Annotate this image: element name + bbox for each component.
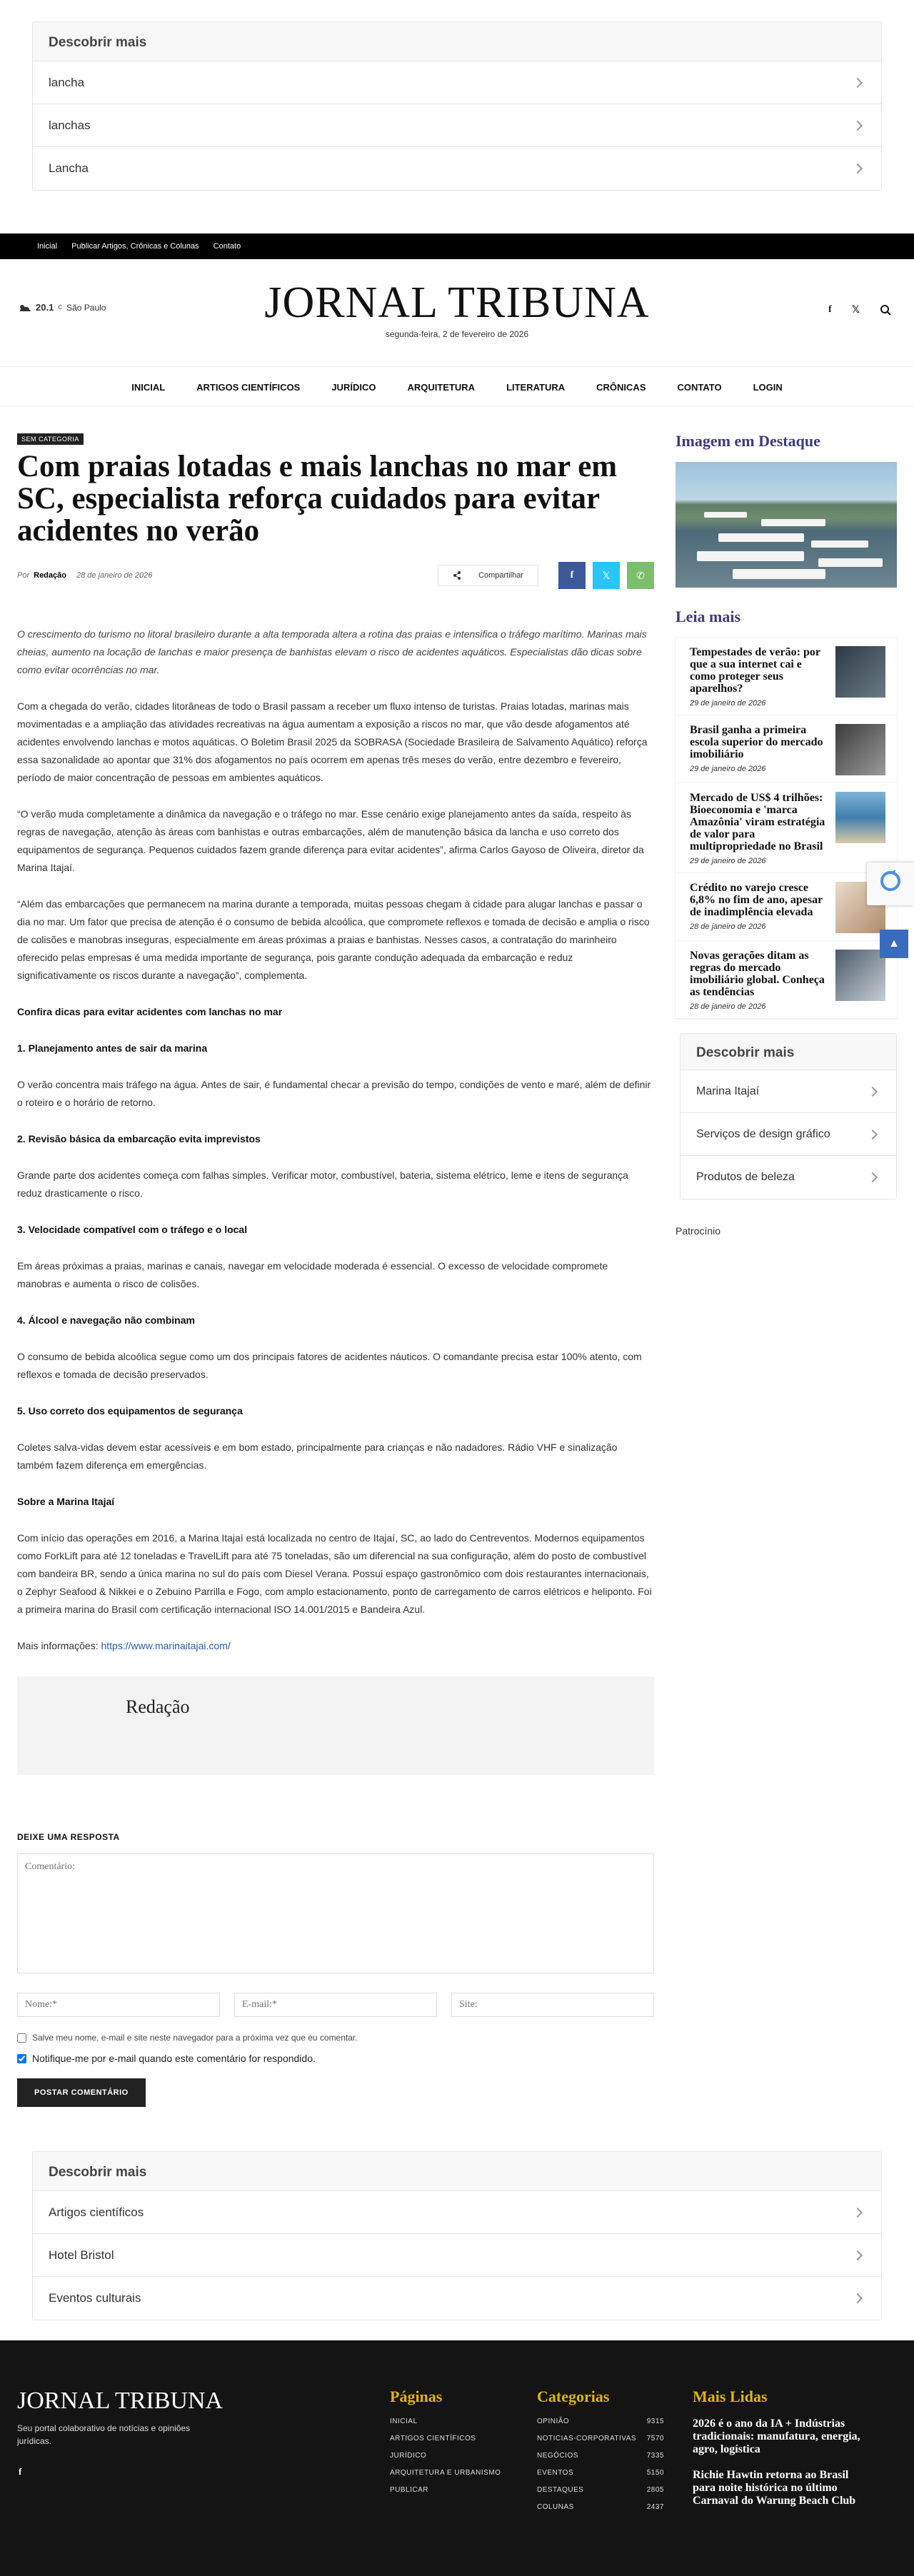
category-link[interactable]: NOTICIAS-CORPORATIVAS 7570 [537, 2435, 664, 2442]
article-body [17, 625, 654, 1655]
facebook-icon[interactable]: f [828, 303, 832, 315]
sponsored-label: Patrocínio [676, 1225, 721, 1237]
featured-title: Imagem em Destaque [676, 432, 820, 450]
chevron-right-icon [853, 163, 863, 173]
nav-item-arquitetura[interactable]: ARQUITETURA [407, 381, 476, 393]
paragraph: Com a chegada do verão, cidades litorâneas de todo o Brasil passam a receber um fluxo intenso de turistas. Praias lotadas, marinas mais movimentadas e a ampliação das atividades recreativas na água aumentam a exposição a riscos no mar, que vão desde afogamentos até acidentes envolvendo lanchas e motos aquáticas. O Boletim Brasil 2025 da SOBRASA (Sociedade Brasileira de Salvamento Aquático) reforça essa sazonalidade ao apontar que 31% dos afogamentos no país ocorrem em apenas três meses do verão, entre dezembro e fevereiro, período de maior concentração de pessoas em ambientes aquáticos. [17, 700, 648, 783]
section-heading: 2. Revisão básica da embarcação evita imprevistos [17, 1133, 261, 1144]
back-to-top-button[interactable] [880, 930, 908, 958]
more-info: Mais informações: https://www.marinaitajai.com/ [17, 1640, 231, 1651]
paragraph: Em áreas próximas a praias, marinas e canais, navegar em velocidade moderada é essencial. O excesso de velocidade compromete manobras e aumenta o risco de colisões. [17, 1260, 608, 1289]
article-title: Com praias lotadas e mais lanchas no mar em SC, especialista reforça cuidados para evitar acidentes no verão [17, 450, 618, 548]
share-x-button[interactable] [593, 562, 620, 589]
nav-item-artigos[interactable]: ARTIGOS CIENTÍFICOS [196, 381, 301, 393]
paragraph: Com início das operações em 2016, a Marina Itajaí está localizada no centro de Itajaí, SC, ao lado do Centreventos. Modernos equipamentos como ForkLift para até 12 toneladas e TravelLift para até 75 toneladas, são um diferencial na sua configuração, além do posto de combustível com bandeira BR, sendo a única marina no sul do país com Diesel Verana. Possui espaço gastronômico com dois restaurantes internacionais, o Zephyr Seafood & Nikkei e o Zebuino Parrilla e Fogo, com amplo estacionamento, ponto de carregamento de carros elétricos e heliponto. Foi a primeira marina do Brasil com certificação internacional ISO 14.001/2015 e Bandeira Azul. [17, 1532, 652, 1615]
footer-most-read: Mais Lidas 2026 é o ano da IA + Indústrias tradicionais: manufatura, energia, agro, logística Richie Hawtin retorna ao Brasil para noite histórica no último Carnaval do Warung Beach Club [693, 2388, 864, 2520]
post-comment-button[interactable]: POSTAR COMENTÁRIO [17, 2078, 146, 2107]
nav-item-juridico[interactable]: JURÍDICO [331, 381, 376, 393]
paragraph: “Além das embarcações que permanecem na marina durante a temporada, muitas pessoas chegam à cidade para alugar lanchas e passar o dia no mar. Um fator que precisa de atenção é o consumo de bebida alcoólica, que compromete reflexos e tomada de decisão e amplia o risco de colisões e manobras inseguras, especialmente em áreas próximas a praias e banhistas. Nesses casos, a contratação do marinheiro oferecido pelas empresas é uma medida importante de segurança, pois garante condução adequada da embarcação e reduz significativamente os riscos durante a navegação”, complementa. [17, 898, 650, 981]
discover-item[interactable]: lanchas [33, 104, 881, 147]
paragraph: “O verão muda completamente a dinâmica da navegação e o tráfego no mar. Esse cenário exige planejamento antes da saída, respeito às regras de navegação, atenção às áreas com banhistas e outras embarcações, além de manutenção básica da lancha e uso correto dos equipamentos de segurança. Pequenos cuidados fazem grande diferença para evitar acidentes”, afirma Carlos Gayoso de Oliveira, diretor da Marina Itajaí. [17, 808, 644, 873]
arrow-up-icon: ▲ [888, 937, 900, 950]
paragraph: O verão concentra mais tráfego na água. Antes de sair, é fundamental checar a previsão do tempo, condições de vento e maré, além de definir o roteiro e o horário de retorno. [17, 1079, 651, 1108]
list-item[interactable]: Brasil ganha a primeira escola superior do mercado imobiliário 29 de janeiro de 2026 [676, 715, 897, 783]
section-heading: 4. Álcool e navegação não combinam [17, 1314, 195, 1326]
main-nav [0, 366, 914, 406]
category-link[interactable]: NEGÓCIOS 7335 [537, 2452, 664, 2460]
section-heading: Confira dicas para evitar acidentes com lanchas no mar [17, 1006, 283, 1017]
section-heading: 3. Velocidade compatível com o tráfego e o local [17, 1224, 248, 1235]
save-info-checkbox[interactable] [17, 2033, 26, 2043]
article-meta: Por Redação 28 de janeiro de 2026 Compartilhar f 𝕏 ✆ [17, 560, 654, 591]
discover-item[interactable]: Lancha [33, 147, 881, 190]
footer-description: Seu portal colaborativo de notícias e opiniões jurídicas. [17, 2423, 191, 2446]
reply-title: DEIXE UMA RESPOSTA [17, 1832, 120, 1842]
article-column [17, 432, 654, 2107]
email-field[interactable] [234, 1993, 437, 2017]
section-heading: 5. Uso correto dos equipamentos de segurança [17, 1405, 243, 1417]
share-facebook-button[interactable] [558, 562, 586, 589]
chevron-right-icon [853, 2293, 863, 2303]
footer-logo[interactable]: JORNAL TRIBUNA [17, 2388, 224, 2414]
chevron-right-icon [868, 1086, 878, 1096]
discover-item[interactable]: lancha [33, 61, 881, 104]
footer-link[interactable]: ARTIGOS CIENTÍFICOS [390, 2435, 476, 2442]
site-header [0, 259, 914, 366]
discover-title: Descobrir mais [33, 22, 881, 61]
reply-form [17, 1832, 654, 2107]
footer-link[interactable]: INICIAL [390, 2417, 418, 2425]
comment-field[interactable] [17, 1853, 654, 1973]
article-lead: O crescimento do turismo no litoral brasileiro durante a alta temporada altera a rotina das praias e intensifica o tráfego marítimo. Marinas mais cheias, aumento na locação de lanchas e maior presença de banhistas elevam o risco de acidentes aquáticos. Especialistas dão dicas sobre como evitar ocorrências no mar. [17, 628, 647, 675]
top-bar [0, 233, 914, 259]
marina-link[interactable]: https://www.marinaitajai.com/ [101, 1640, 231, 1651]
nav-item-contato[interactable]: CONTATO [677, 381, 722, 393]
x-icon[interactable]: 𝕏 [851, 303, 860, 315]
footer-link[interactable]: PUBLICAR [390, 2486, 429, 2494]
footer-pages: Páginas INICIAL ARTIGOS CIENTÍFICOS JURÍDICO ARQUITETURA E URBANISMO PUBLICAR [390, 2388, 511, 2503]
share-whatsapp-button[interactable] [627, 562, 654, 589]
search-icon[interactable] [880, 304, 891, 316]
nav-item-inicial[interactable]: INICIAL [131, 381, 166, 393]
header-date: segunda-feira, 2 de fevereiro de 2026 [385, 329, 529, 339]
list-item[interactable]: Mercado de US$ 4 trilhões: Bioeconomia e 'marca Amazônia' viram estratégia de valor para multipropriedade no Brasil 29 de janeiro de 2026 [676, 783, 897, 873]
read-more-list [676, 638, 897, 1019]
notify-checkbox[interactable] [17, 2054, 26, 2063]
discover-more-top [32, 21, 882, 191]
author-box-name[interactable]: Redação [126, 1696, 190, 1717]
thumbnail[interactable] [835, 646, 885, 698]
discover-item[interactable]: Hotel Bristol [33, 2234, 881, 2277]
site-footer [0, 2340, 914, 2576]
notify-option[interactable]: Notifique-me por e-mail quando este comentário for respondido. [17, 2053, 654, 2064]
category-link[interactable]: EVENTOS 5150 [537, 2469, 664, 2477]
article-date: 28 de janeiro de 2026 [76, 571, 153, 580]
thumbnail[interactable] [835, 792, 885, 843]
list-item[interactable]: Tempestades de verão: por que a sua internet cai e como proteger seus aparelhos? 29 de janeiro de 2026 [676, 638, 897, 715]
discover-more-bottom [32, 2151, 882, 2320]
name-field[interactable] [17, 1993, 220, 2017]
discover-item[interactable]: Marina Itajaí [681, 1070, 896, 1113]
site-field[interactable] [451, 1993, 654, 2017]
discover-item[interactable]: Eventos culturais [33, 2277, 881, 2320]
nav-item-login[interactable]: LOGIN [753, 381, 783, 393]
paragraph: O consumo de bebida alcoólica segue como um dos principais fatores de acidentes náuticos. O comandante precisa estar 100% atento, com reflexos e tomada de decisão preservados. [17, 1351, 642, 1380]
recaptcha-icon [867, 862, 914, 905]
discover-item[interactable]: Serviços de design gráfico [681, 1113, 896, 1156]
category-link[interactable]: COLUNAS 2437 [537, 2503, 664, 2511]
footer-link[interactable]: JURÍDICO [390, 2452, 427, 2460]
chevron-right-icon [853, 77, 863, 87]
discover-more-sidebar [680, 1033, 897, 1199]
chevron-right-icon [868, 1129, 878, 1139]
chevron-right-icon [868, 1172, 878, 1182]
topbar-link-inicial[interactable]: Inicial [37, 242, 58, 251]
paragraph: Coletes salva-vidas devem estar acessíveis e em bom estado, principalmente para crianças e não nadadores. Rádio VHF e sinalização também fazem diferença em emergências. [17, 1442, 618, 1471]
chevron-right-icon [853, 120, 863, 130]
save-info-option[interactable]: Salve meu nome, e-mail e site neste navegador para a próxima vez que eu comentar. [17, 2033, 654, 2043]
footer-categories: Categorias OPINIÃO 9315 NOTICIAS-CORPORATIVAS 7570 NEGÓCIOS 7335 EVENTOS 5150 DESTAQUES 2805 COLUNAS 2437 [537, 2388, 664, 2520]
nav-item-cronicas[interactable]: CRÔNICAS [596, 381, 646, 393]
most-read-link[interactable]: Richie Hawtin retorna ao Brasil para noite histórica no último Carnaval do Warung Beach Club [693, 2469, 856, 2507]
facebook-icon: f [570, 570, 574, 580]
list-item[interactable]: Crédito no varejo cresce 6,8% no fim de ano, apesar de inadimplência elevada 28 de janeiro de 2026 [676, 873, 897, 941]
weather-widget: 20.1 C São Paulo [17, 302, 106, 313]
featured-image[interactable] [676, 462, 897, 588]
discover-item[interactable]: Produtos de beleza [681, 1156, 896, 1199]
list-item[interactable]: Novas gerações ditam as regras do mercado imobiliário global. Conheça as tendências 28 de janeiro de 2026 [676, 941, 897, 1019]
chevron-right-icon [853, 2207, 863, 2217]
share-icon [453, 571, 461, 580]
read-more-title: Leia mais [676, 608, 741, 625]
recaptcha-badge[interactable] [867, 862, 914, 905]
whatsapp-icon: ✆ [636, 569, 645, 581]
paragraph: Grande parte dos acidentes começa com falhas simples. Verificar motor, combustível, bateria, sistema elétrico, leme e itens de segurança reduz drasticamente o risco. [17, 1169, 628, 1199]
nav-item-literatura[interactable]: LITERATURA [506, 381, 566, 393]
thumbnail[interactable] [835, 724, 885, 775]
discover-title: Descobrir mais [33, 2152, 881, 2191]
category-link[interactable]: OPINIÃO 9315 [537, 2417, 664, 2425]
sidebar [676, 432, 897, 2107]
facebook-icon[interactable]: f [19, 2466, 22, 2477]
site-logo[interactable]: JORNAL TRIBUNA [264, 278, 650, 327]
share-button[interactable]: Compartilhar [438, 565, 538, 586]
category-badge[interactable]: SEM CATEGORIA [17, 433, 84, 445]
author-box [17, 1676, 654, 1775]
footer-link[interactable]: ARQUITETURA E URBANISMO [390, 2469, 501, 2477]
x-icon: 𝕏 [602, 569, 611, 581]
chevron-right-icon [853, 2250, 863, 2260]
section-heading: 1. Planejamento antes de sair da marina [17, 1042, 208, 1054]
topbar-link-contato[interactable]: Contato [213, 242, 241, 251]
most-read-link[interactable]: 2026 é o ano da IA + Indústrias tradicionais: manufatura, energia, agro, logística [693, 2417, 860, 2455]
author-link[interactable]: Redação [34, 571, 66, 580]
section-heading: Sobre a Marina Itajaí [17, 1496, 115, 1507]
discover-item[interactable]: Artigos científicos [33, 2191, 881, 2234]
topbar-link-publicar[interactable]: Publicar Artigos, Crônicas e Colunas [71, 242, 199, 251]
discover-title: Descobrir mais [681, 1034, 896, 1070]
thumbnail[interactable] [835, 950, 885, 1001]
category-link[interactable]: DESTAQUES 2805 [537, 2486, 664, 2494]
